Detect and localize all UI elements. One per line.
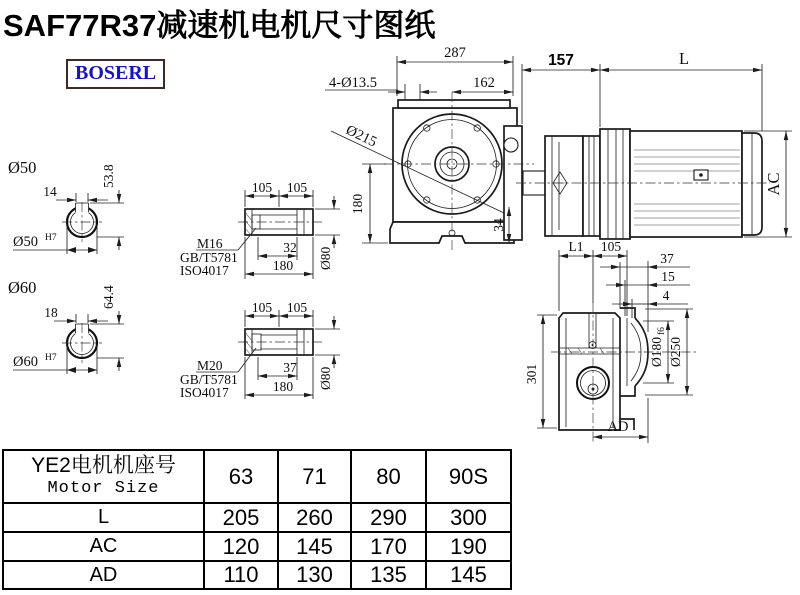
dim-287 (397, 45, 513, 96)
dim-105-label: 105 (600, 239, 622, 254)
d50-title: Ø50 (8, 158, 37, 177)
d60-bore-tol: H7 (45, 353, 57, 363)
m20-std2: ISO4017 (180, 385, 229, 400)
m20-dia: Ø80 (318, 366, 333, 390)
hollow-shaft-detail-m16 (180, 180, 340, 279)
d50-keyh-label: 53.8 (101, 164, 116, 188)
motor-dimension-table (2, 449, 512, 590)
table-header-cell (3, 450, 204, 503)
motor-size-71: 71 (278, 450, 351, 503)
L-63: 205 (204, 503, 278, 532)
L-71: 260 (278, 503, 351, 532)
AD-63: 110 (204, 561, 278, 589)
motor-size-90s: 90S (426, 450, 511, 503)
m16-std1: GB/T5781 (180, 250, 238, 265)
L-90s: 300 (426, 503, 511, 532)
d60-bore-label: Ø60 (13, 354, 38, 370)
m20-dim-37: 37 (283, 360, 297, 375)
dim-37-label: 37 (660, 251, 674, 266)
m16-dim-180: 180 (272, 258, 294, 273)
dim-157 (522, 52, 600, 127)
dim-15-label: 15 (661, 269, 675, 284)
header-en: Motor Size (47, 479, 160, 498)
AC-63: 120 (204, 532, 278, 561)
brand-logo: BOSERL (66, 59, 165, 89)
dim-AC-label: AC (764, 172, 783, 196)
AC-80: 170 (351, 532, 426, 561)
table-row-AC (3, 532, 511, 561)
header-cn: YE2电机机座号 (31, 454, 176, 477)
shaft-section-d50 (8, 158, 124, 254)
m20-thread: M20 (197, 358, 223, 373)
AC-90s: 190 (426, 532, 511, 561)
m20-dim-180: 180 (272, 379, 294, 394)
AD-71: 130 (278, 561, 351, 589)
dim-d250-label: Ø250 (668, 337, 683, 367)
AD-80: 135 (351, 561, 426, 589)
d60-title: Ø60 (8, 278, 37, 297)
dim-L (600, 49, 762, 131)
dim-215-label: Ø215 (343, 122, 380, 151)
dim-d180-tol: f6 (657, 327, 667, 335)
row-label-AC: AC (3, 532, 204, 561)
dim-d180-label: Ø180 (649, 337, 664, 367)
m16-dim-32: 32 (283, 240, 297, 255)
dim-180-label: 180 (350, 193, 365, 215)
dim-AD-label: AD (607, 419, 629, 435)
motor-size-80: 80 (351, 450, 426, 503)
row-label-L: L (3, 503, 204, 532)
dim-301-label: 301 (524, 363, 539, 385)
shaft-section-d60 (8, 278, 124, 374)
m20-dim-105b: 105 (286, 300, 308, 315)
table-header-row (3, 450, 511, 503)
m16-std2: ISO4017 (180, 263, 229, 278)
page-title: SAF77R37减速机电机尺寸图纸 (3, 8, 436, 43)
dim-L1-label: L1 (568, 239, 584, 254)
d60-keyh-label: 64.4 (101, 285, 116, 309)
AD-90s: 145 (426, 561, 511, 589)
d50-keyw-label: 14 (43, 184, 57, 199)
table-row-AD (3, 561, 511, 589)
m16-dim-105b: 105 (286, 180, 308, 195)
dim-holes-label: 4-Ø13.5 (329, 75, 377, 91)
L-80: 290 (351, 503, 426, 532)
dim-301 (524, 315, 557, 428)
dim-162 (452, 75, 513, 92)
motor-side-view (516, 129, 770, 239)
d60-keyw-label: 18 (44, 305, 58, 320)
dim-flange-dia (343, 122, 379, 150)
dim-157-label: 157 (548, 52, 574, 69)
m16-thread: M16 (197, 236, 223, 251)
dim-L-label: L (678, 49, 690, 68)
hollow-shaft-detail-m20 (180, 300, 340, 400)
AC-71: 145 (278, 532, 351, 561)
row-label-AD: AD (3, 561, 204, 589)
dim-holes (325, 75, 437, 100)
dim-4-label: 4 (662, 288, 670, 303)
dim-287-label: 287 (444, 45, 466, 61)
d50-bore-tol: H7 (45, 233, 57, 243)
d50-bore-label: Ø50 (13, 234, 38, 250)
dim-34-label: 34 (491, 218, 506, 232)
m20-std1: GB/T5781 (180, 372, 238, 387)
m16-dia: Ø80 (318, 246, 333, 270)
table-row-L (3, 503, 511, 532)
m16-dim-105a: 105 (251, 180, 273, 195)
dim-180-front (350, 164, 388, 243)
dim-162-label: 162 (473, 75, 495, 91)
motor-size-63: 63 (204, 450, 278, 503)
m20-dim-105a: 105 (251, 300, 273, 315)
